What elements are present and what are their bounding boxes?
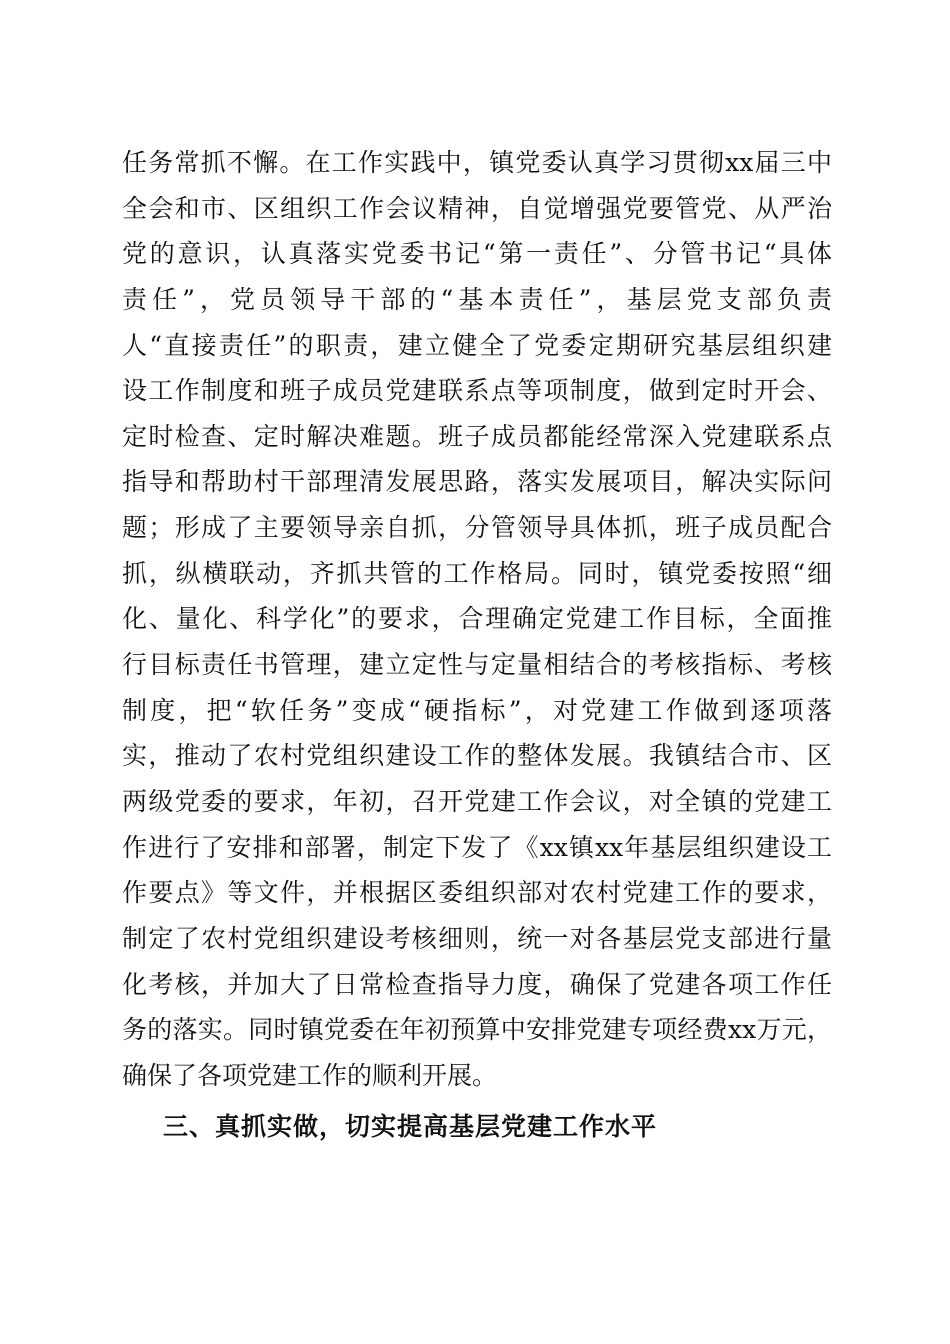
text-line: 定时检查、定时解决难题。班子成员都能经常深入党建联系点: [122, 421, 832, 451]
text-line: 确保了各项党建工作的顺利开展。: [122, 1060, 498, 1090]
text-line: 制定了农村党组织建设考核细则，统一对各基层党支部进行量: [122, 923, 832, 953]
text-line: 责任”，党员领导干部的“基本责任”，基层党支部负责: [122, 284, 832, 314]
text-line: 化、量化、科学化”的要求，合理确定党建工作目标，全面推: [122, 604, 832, 634]
text-line: 作进行了安排和部署，制定下发了《xx镇xx年基层组织建设工: [122, 832, 832, 862]
text-line: 全会和市、区组织工作会议精神，自觉增强党要管党、从严治: [122, 193, 832, 223]
text-line: 化考核，并加大了日常检查指导力度，确保了党建各项工作任: [122, 969, 832, 999]
text-line: 作要点》等文件，并根据区委组织部对农村党建工作的要求，: [122, 878, 832, 908]
text-line: 两级党委的要求，年初，召开党建工作会议，对全镇的党建工: [122, 786, 832, 816]
text-line: 党的意识，认真落实党委书记“第一责任”、分管书记“具体: [122, 239, 832, 269]
text-line: 制度，把“软任务”变成“硬指标”，对党建工作做到逐项落: [122, 695, 832, 725]
text-line: 抓，纵横联动，齐抓共管的工作格局。同时，镇党委按照“细: [122, 558, 832, 588]
text-line: 务的落实。同时镇党委在年初预算中安排党建专项经费xx万元，: [122, 1015, 832, 1045]
text-line: 人“直接责任”的职责，建立健全了党委定期研究基层组织建: [122, 330, 832, 360]
text-line: 任务常抓不懈。在工作实践中，镇党委认真学习贯彻xx届三中: [122, 148, 832, 177]
text-line: 题；形成了主要领导亲自抓，分管领导具体抓，班子成员配合: [122, 513, 832, 543]
section-heading: 三、真抓实做，切实提高基层党建工作水平: [163, 1112, 658, 1141]
text-line: 设工作制度和班子成员党建联系点等项制度，做到定时开会、: [122, 376, 832, 406]
text-line: 实，推动了农村党组织建设工作的整体发展。我镇结合市、区: [122, 741, 832, 771]
text-line: 行目标责任书管理，建立定性与定量相结合的考核指标、考核: [122, 650, 832, 680]
body-paragraph: [122, 140, 832, 1098]
text-line: 指导和帮助村干部理清发展思路，落实发展项目，解决实际问: [122, 467, 832, 497]
